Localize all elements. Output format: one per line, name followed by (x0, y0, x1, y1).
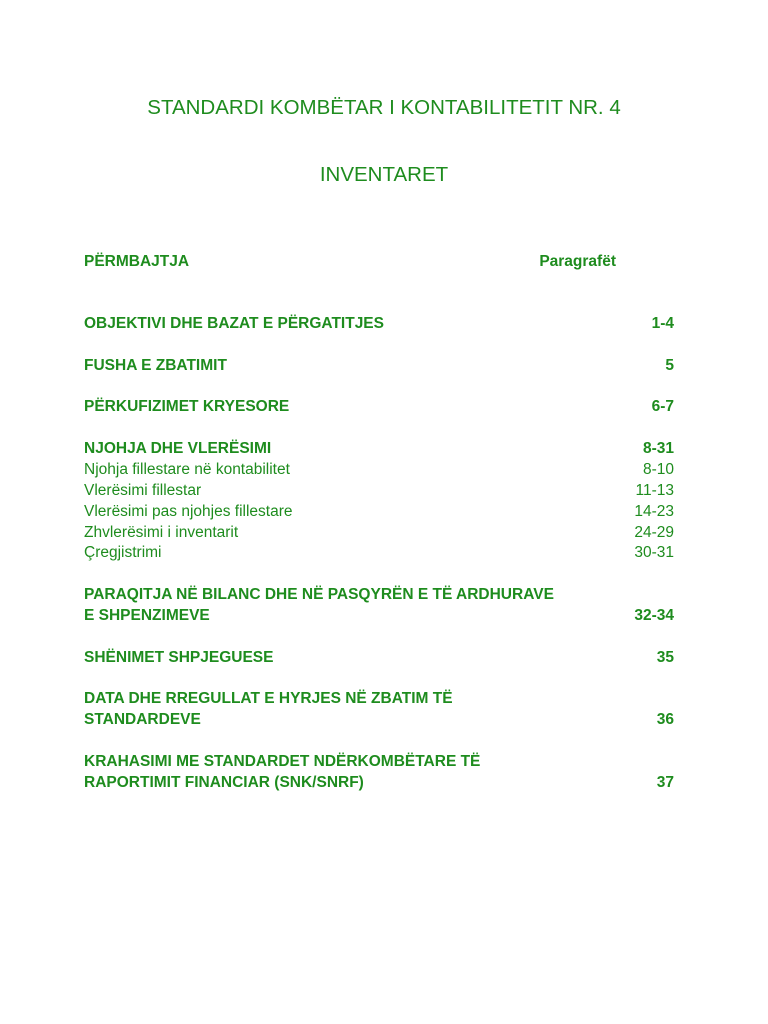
toc-subentry-label: Zhvlerësimi i inventarit (84, 524, 239, 541)
paragraphs-label: Paragrafët (539, 253, 616, 270)
toc-subentry-pages: 30-31 (634, 544, 674, 561)
toc-entry-pages: 35 (656, 649, 674, 666)
toc-entry-label: NJOHJA DHE VLERËSIMI (84, 440, 272, 457)
toc-subentry-label: Vlerësimi pas njohjes fillestare (84, 503, 293, 520)
toc-subentry-label: Vlerësimi fillestar (84, 482, 202, 499)
toc-entry-label: OBJEKTIVI DHE BAZAT E PËRGATITJES (84, 315, 384, 332)
toc-entry-label: KRAHASIMI ME STANDARDET NDËRKOMBËTARE TË (84, 753, 481, 770)
toc-entry-label: PËRKUFIZIMET KRYESORE (84, 398, 290, 415)
toc-entry-pages: 37 (656, 774, 674, 791)
toc-entry-pages: 6-7 (651, 398, 674, 415)
toc-entry-label: FUSHA E ZBATIMIT (84, 357, 227, 374)
toc-subentry-pages: 11-13 (635, 482, 674, 499)
toc-subentry-pages: 24-29 (634, 524, 674, 541)
toc-entry-label: E SHPENZIMEVE (84, 607, 210, 624)
toc-subentry-pages: 8-10 (642, 461, 674, 478)
toc-entry-label: DATA DHE RREGULLAT E HYRJES NË ZBATIM TË (84, 690, 453, 707)
toc-subentry-pages: 14-23 (634, 503, 674, 520)
toc-subentry-label: Çregjistrimi (84, 544, 162, 561)
toc-entry-pages: 1-4 (651, 315, 674, 332)
contents-label: PËRMBAJTJA (84, 253, 190, 270)
toc-entry-label: PARAQITJA NË BILANC DHE NË PASQYRËN E TË ARDHURAVE (84, 586, 554, 603)
toc-entry-pages: 32-34 (634, 607, 674, 624)
document-subtitle: INVENTARET (319, 163, 449, 186)
toc-entry-pages: 5 (665, 357, 674, 374)
document-title: STANDARDI KOMBËTAR I KONTABILITETIT NR. 4 (147, 96, 621, 119)
toc-entry-pages: 36 (656, 711, 674, 728)
toc-entry-label: SHËNIMET SHPJEGUESE (84, 649, 274, 666)
toc-entry-label: STANDARDEVE (84, 711, 201, 728)
toc-entry-pages: 8-31 (642, 440, 674, 457)
toc-subentry-label: Njohja fillestare në kontabilitet (84, 461, 290, 478)
toc-entry-label: RAPORTIMIT FINANCIAR (SNK/SNRF) (84, 774, 364, 791)
